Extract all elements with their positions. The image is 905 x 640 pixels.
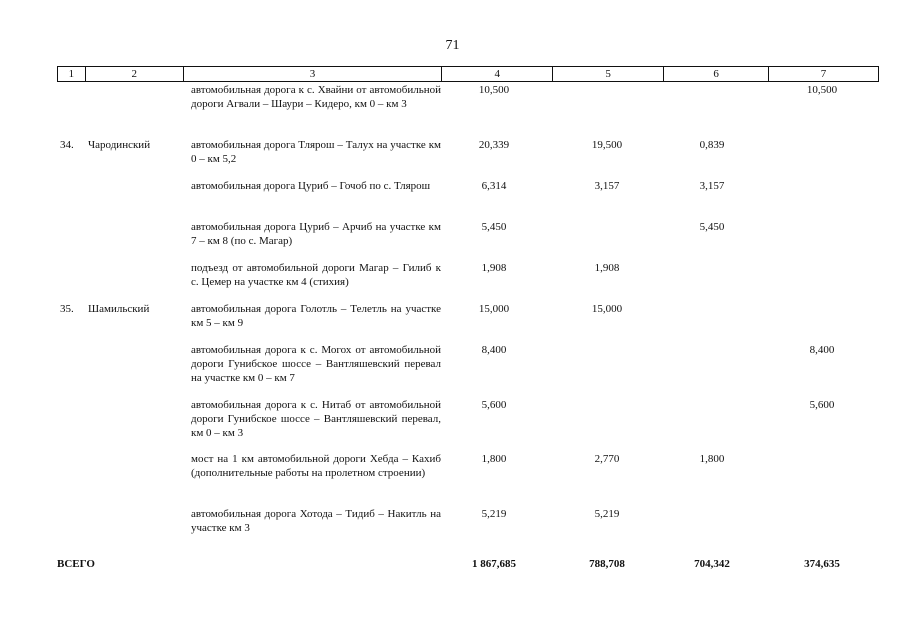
value-col-6: 1,800 [699, 453, 725, 465]
road-description: автомобильная дорога Голотль – Телетль на участке км 5 – км 9 [191, 303, 441, 329]
value-col-5: 15,000 [591, 303, 623, 315]
road-description: подъезд от автомобильной дороги Магар – Гилиб к с. Цемер на участке км 4 (стихия) [191, 262, 441, 288]
header-col-6: 6 [664, 67, 769, 81]
value-col-4: 5,450 [481, 221, 507, 233]
total-col-6: 704,342 [694, 558, 730, 570]
total-label: ВСЕГО [57, 558, 95, 570]
road-description: автомобильная дорога Цуриб – Арчиб на участке км 7 – км 8 (по с. Магар) [191, 221, 441, 247]
road-description: автомобильная дорога Тлярош – Талух на участке км 0 – км 5,2 [191, 139, 441, 165]
page-number: 71 [445, 38, 460, 53]
road-description: автомобильная дорога Хотода – Тидиб – Накитль на участке км 3 [191, 508, 441, 534]
total-col-7: 374,635 [804, 558, 840, 570]
value-col-4: 5,600 [481, 399, 507, 411]
total-col-5: 788,708 [589, 558, 625, 570]
header-col-2: 2 [86, 67, 184, 81]
road-description: автомобильная дорога к с. Могох от автомобильной дороги Гунибское шоссе – Вантляшевский перевал на участке км 0 – км 7 [191, 344, 441, 384]
value-col-6: 3,157 [699, 180, 725, 192]
district-name: Чародинский [88, 139, 151, 151]
budget-table [57, 66, 879, 570]
road-description: автомобильная дорога Цуриб – Гочоб по с. Тлярош [191, 180, 431, 192]
header-col-3: 3 [184, 67, 442, 81]
value-col-4: 1,800 [481, 453, 507, 465]
header-col-5: 5 [553, 67, 664, 81]
header-col-1: 1 [58, 67, 86, 81]
road-description: автомобильная дорога к с. Нитаб от автомобильной дороги Гунибское шоссе – Вантляшевский перевал, км 0 – км 3 [191, 399, 441, 439]
table-header [57, 66, 879, 82]
row-number: 34. [60, 139, 74, 151]
row-number: 35. [60, 303, 74, 315]
value-col-4: 8,400 [481, 344, 507, 356]
value-col-5: 3,157 [594, 180, 620, 192]
value-col-5: 5,219 [594, 508, 620, 520]
value-col-4: 1,908 [481, 262, 507, 274]
value-col-6: 5,450 [699, 221, 725, 233]
road-description: автомобильная дорога к с. Хвайни от автомобильной дороги Агвали – Шаури – Кидеро, км 0 – км 3 [191, 84, 441, 110]
road-description: мост на 1 км автомобильной дороги Хебда – Кахиб (дополнительные работы на пролетном строении) [191, 453, 441, 479]
value-col-7: 8,400 [809, 344, 835, 356]
value-col-4: 5,219 [481, 508, 507, 520]
value-col-4: 15,000 [478, 303, 510, 315]
header-col-4: 4 [442, 67, 553, 81]
header-col-7: 7 [820, 68, 827, 80]
value-col-4: 6,314 [481, 180, 507, 192]
value-col-7: 10,500 [806, 84, 838, 96]
value-col-5: 19,500 [591, 139, 623, 151]
value-col-4: 20,339 [478, 139, 510, 151]
value-col-7: 5,600 [809, 399, 835, 411]
district-name: Шамильский [88, 303, 150, 315]
value-col-5: 2,770 [594, 453, 620, 465]
value-col-4: 10,500 [478, 84, 510, 96]
value-col-5: 1,908 [594, 262, 620, 274]
total-col-4: 1 867,685 [472, 558, 516, 570]
value-col-6: 0,839 [699, 139, 725, 151]
